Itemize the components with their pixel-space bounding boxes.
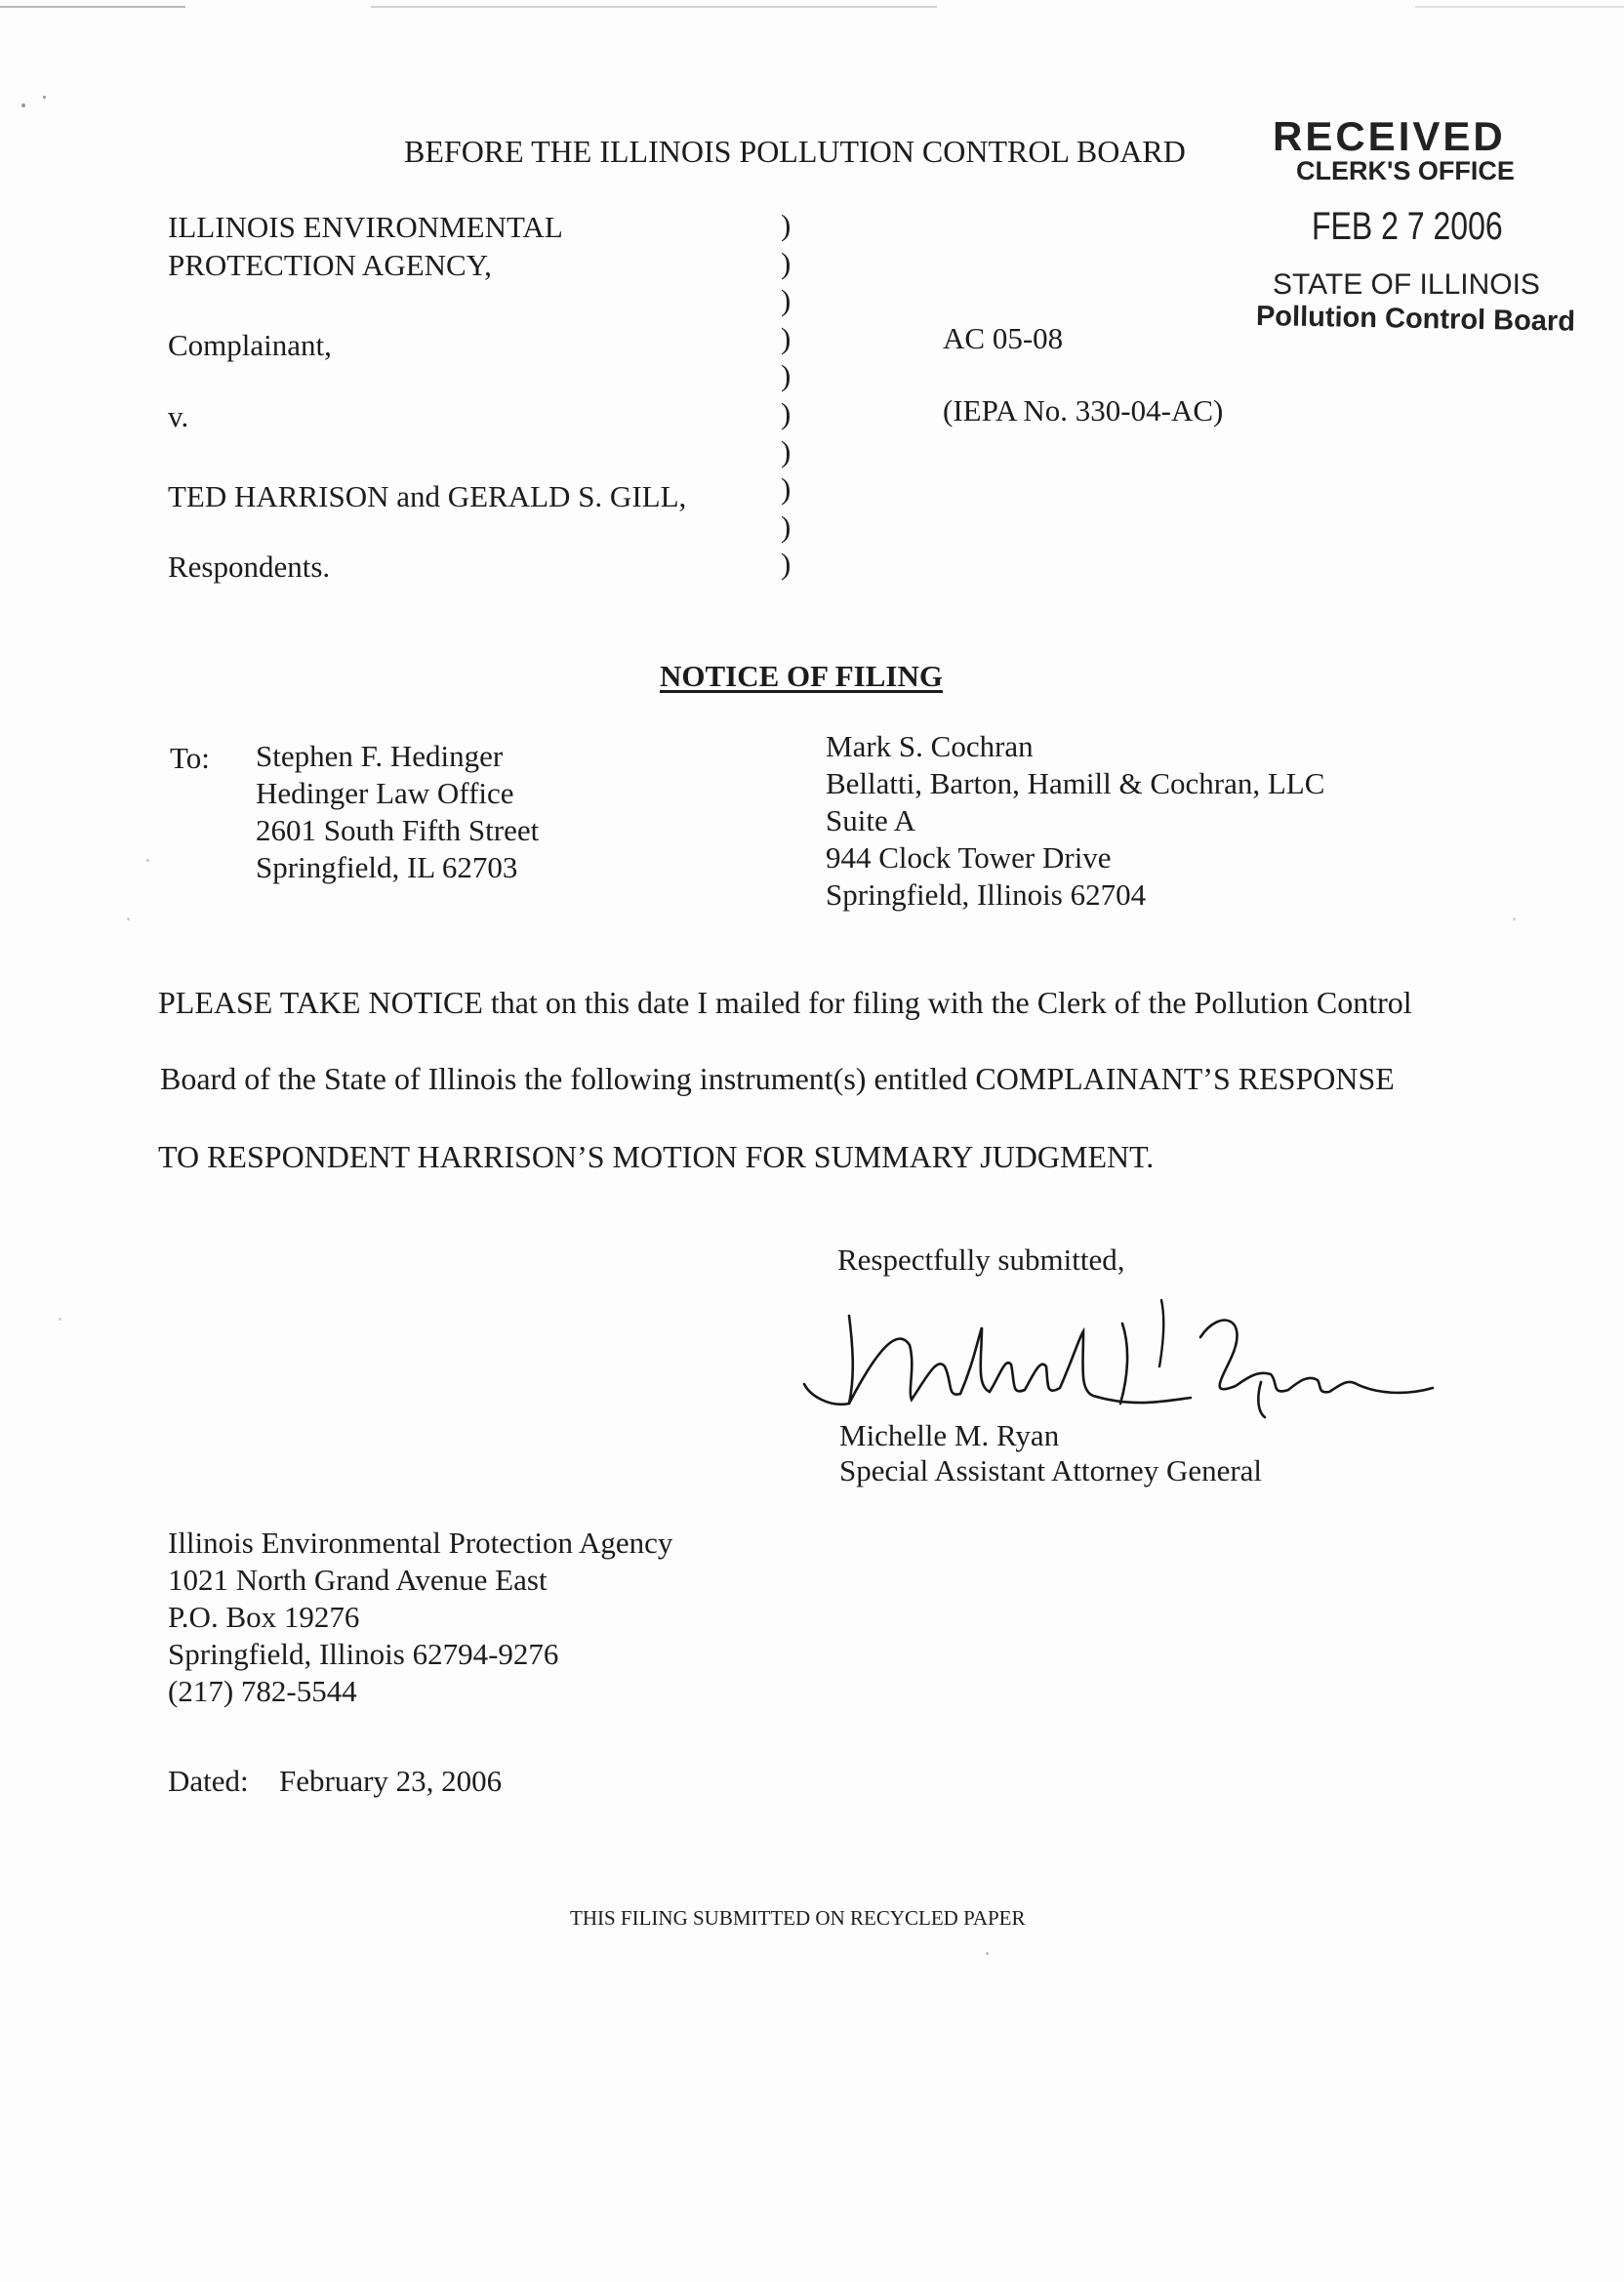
received-stamp-title: RECEIVED — [1273, 113, 1506, 159]
paren: ) — [781, 320, 792, 355]
recipient-2-address — [826, 728, 1324, 914]
paren: ) — [781, 358, 792, 393]
scan-rule — [0, 6, 185, 8]
received-stamp-state: STATE OF ILLINOIS — [1273, 268, 1540, 301]
address-line: 2601 South Fifth Street — [256, 813, 540, 847]
recycled-paper-note: THIS FILING SUBMITTED ON RECYCLED PAPER — [570, 1906, 1026, 1930]
address-line: Hedinger Law Office — [256, 776, 514, 810]
address-line: 944 Clock Tower Drive — [826, 840, 1112, 875]
notice-body-line-2: Board of the State of Illinois the following instrument(s) entitled COMPLAINANT’S RESPONSE — [160, 1061, 1395, 1096]
scan-speck — [21, 103, 25, 107]
address-line: Suite A — [826, 803, 916, 837]
scan-speck — [1513, 917, 1516, 920]
respondents-role: Respondents. — [168, 550, 331, 584]
paren: ) — [781, 471, 792, 507]
agency-address — [168, 1525, 672, 1710]
paren: ) — [781, 245, 792, 280]
address-line: Springfield, Illinois 62704 — [826, 877, 1147, 912]
iepa-number: (IEPA No. 330-04-AC) — [943, 393, 1224, 428]
to-label: To: — [170, 741, 210, 775]
scan-rule — [371, 6, 937, 8]
scan-speck — [986, 1952, 989, 1955]
address-line: Springfield, IL 62703 — [256, 850, 518, 884]
caption-parentheses — [781, 207, 800, 584]
paren: ) — [781, 547, 792, 582]
scan-rule — [1415, 6, 1624, 8]
address-line: Illinois Environmental Protection Agency — [168, 1526, 673, 1560]
address-line: Stephen F. Hedinger — [256, 739, 504, 773]
complainant-name-line1: ILLINOIS ENVIRONMENTAL — [168, 210, 563, 244]
address-line: 1021 North Grand Avenue East — [168, 1563, 548, 1597]
scan-speck — [127, 917, 130, 920]
document-title: BEFORE THE ILLINOIS POLLUTION CONTROL BOARD — [404, 134, 1186, 169]
address-line: Springfield, Illinois 62794-9276 — [168, 1637, 559, 1671]
paren: ) — [781, 395, 792, 430]
scan-speck — [146, 859, 149, 862]
complainant-role: Complainant, — [168, 328, 332, 362]
received-stamp-board: Pollution Control Board — [1255, 301, 1576, 338]
signer-name: Michelle M. Ryan — [839, 1418, 1060, 1452]
address-line: (217) 782-5544 — [168, 1674, 357, 1708]
case-number: AC 05-08 — [943, 321, 1064, 355]
scan-speck — [43, 96, 46, 99]
versus-label: v. — [168, 399, 189, 433]
paren: ) — [781, 208, 792, 242]
received-stamp-date: FEB 2 7 2006 — [1312, 205, 1503, 248]
signer-title: Special Assistant Attorney General — [839, 1453, 1263, 1487]
received-stamp-office: CLERK'S OFFICE — [1296, 156, 1515, 185]
dated-label: Dated: — [168, 1764, 249, 1798]
notice-heading: NOTICE OF FILING — [660, 659, 943, 693]
paren: ) — [781, 433, 792, 469]
complainant-name-line2: PROTECTION AGENCY, — [168, 248, 492, 282]
paren: ) — [781, 509, 792, 544]
recipient-1-address — [256, 738, 539, 886]
scan-speck — [59, 1318, 61, 1321]
closing-salutation: Respectfully submitted, — [837, 1243, 1125, 1277]
notice-body-line-1: PLEASE TAKE NOTICE that on this date I mailed for filing with the Clerk of the Pollution Control — [158, 985, 1412, 1020]
notice-body-line-3: TO RESPONDENT HARRISON’S MOTION FOR SUMMARY JUDGMENT. — [158, 1139, 1155, 1174]
address-line: P.O. Box 19276 — [168, 1600, 360, 1634]
dated-value: February 23, 2006 — [279, 1764, 503, 1798]
address-line: Mark S. Cochran — [826, 729, 1034, 763]
handwritten-signature — [791, 1288, 1444, 1425]
respondents-names: TED HARRISON and GERALD S. GILL, — [168, 479, 687, 513]
paren: ) — [781, 283, 792, 318]
address-line: Bellatti, Barton, Hamill & Cochran, LLC — [826, 766, 1325, 800]
